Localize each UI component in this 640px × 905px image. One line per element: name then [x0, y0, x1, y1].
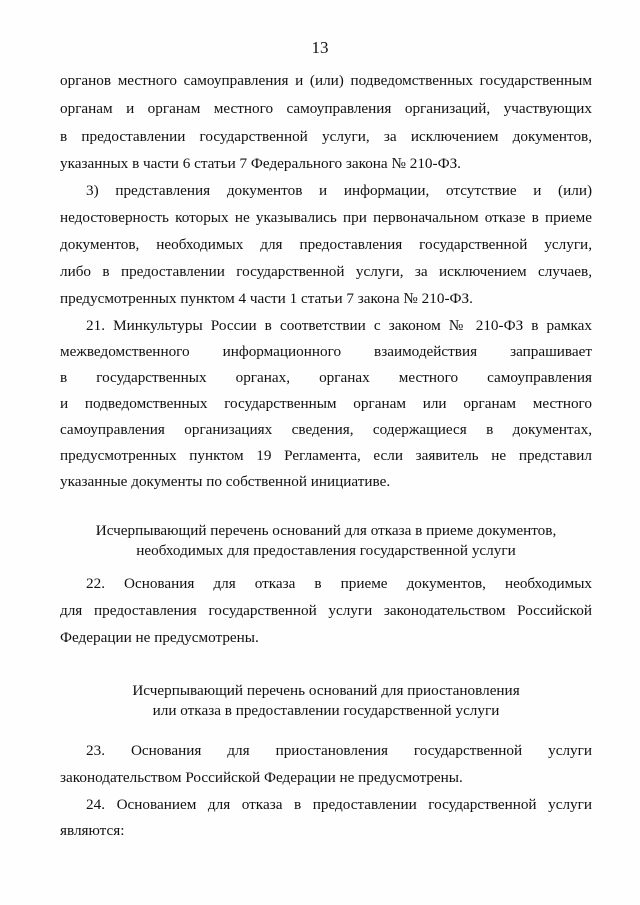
text-line: являются: [60, 822, 125, 839]
text-line: и подведомственных государственным органам или органам местного [60, 395, 592, 412]
text-line: для предоставления государственной услуги законодательством Российской [60, 602, 592, 619]
page-number: 13 [311, 38, 329, 57]
text-line: 3) представления документов и информации, отсутствие и (или) [86, 182, 592, 199]
text-line: 23. Основания для приостановления государственной услуги [86, 742, 592, 759]
section-heading: Исчерпывающий перечень оснований для отказа в приеме документов, [95, 522, 557, 539]
text-line: предусмотренных пунктом 4 части 1 статьи 7 закона № 210-ФЗ. [60, 290, 473, 307]
text-line: самоуправления организациях сведения, содержащиеся в документах, [60, 421, 592, 438]
section-heading: или отказа в предоставлении государственной услуги [152, 702, 500, 719]
text-line: документов, необходимых для предоставления государственной услуги, [60, 236, 592, 253]
text-line: органов местного самоуправления и (или) подведомственных государственным [60, 72, 592, 89]
text-line: либо в предоставлении государственной услуги, за исключением случаев, [60, 263, 592, 280]
text-line: в государственных органах, органах местного самоуправления [60, 369, 592, 386]
text-line: 21. Минкультуры России в соответствии с законом № 210-ФЗ в рамках [86, 317, 592, 334]
text-line: в предоставлении государственной услуги, за исключением документов, [60, 128, 592, 145]
text-line: указанных в части 6 статьи 7 Федерального закона № 210-ФЗ. [60, 155, 461, 172]
text-line: предусмотренных пунктом 19 Регламента, если заявитель не представил [60, 447, 592, 464]
text-line: недостоверность которых не указывались при первоначальном отказе в приеме [60, 209, 592, 226]
section-heading: необходимых для предоставления государственной услуги [136, 542, 516, 559]
text-line: межведомственного информационного взаимодействия запрашивает [60, 343, 592, 360]
text-line: законодательством Российской Федерации не предусмотрены. [60, 769, 463, 786]
text-line: органам и органам местного самоуправления организаций, участвующих [60, 100, 592, 117]
section-heading: Исчерпывающий перечень оснований для приостановления [132, 682, 520, 699]
text-line: 24. Основанием для отказа в предоставлении государственной услуги [86, 796, 592, 813]
text-line: Федерации не предусмотрены. [60, 629, 259, 646]
text-line: 22. Основания для отказа в приеме документов, необходимых [86, 575, 592, 592]
text-line: указанные документы по собственной инициативе. [60, 473, 391, 490]
